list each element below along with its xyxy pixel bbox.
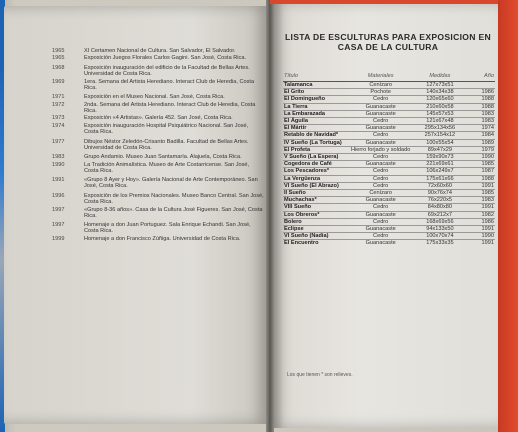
- cell-material: Guanacaste: [350, 125, 412, 132]
- chronology-entry: [52, 193, 264, 206]
- cell-material: Cedro: [350, 96, 412, 103]
- sculpture-list-title: LISTA DE ESCULTURAS PARA EXPOSICION EN CASA DE LA CULTURA: [284, 32, 492, 52]
- table-row: [283, 168, 495, 175]
- cell-year: 1991: [468, 226, 495, 233]
- cell-year: 1979: [468, 146, 495, 153]
- entry-text: Exposición inauguración Hospital Psiquiátrico Nacional. San José, Costa Rica.: [84, 122, 249, 136]
- entry-text: XI Certamen Nacional de Cultura. San Salvador, El Salvador.: [84, 48, 236, 54]
- cell-title: La Tierra: [283, 103, 350, 110]
- entry-text: Exposición «4 Artistas». Galería 452. San José, Costa Rica.: [84, 115, 233, 122]
- chronology-entry: [52, 123, 264, 136]
- chronology-entry: [52, 162, 264, 175]
- entry-year: 1965: [52, 48, 65, 54]
- table-row: [283, 161, 495, 168]
- cell-title: El Grito: [283, 89, 350, 96]
- cell-title: VIII Sueño: [283, 204, 350, 211]
- cell-size: 295x134x56: [412, 125, 468, 132]
- cell-size: 257x154x12: [412, 132, 468, 139]
- entry-text: Exposición en el Museo Nacional. San José, Costa Rica.: [84, 94, 225, 101]
- cell-size: 76x220x5: [412, 197, 468, 204]
- cell-material: Hierro forjado y soldado: [350, 146, 411, 153]
- table-row: [283, 233, 495, 240]
- chronology-entry: [52, 102, 264, 115]
- cell-size: 89x47x29: [412, 146, 468, 153]
- table-row: [283, 110, 495, 117]
- entry-year: 1971: [52, 94, 65, 101]
- cell-title: El Mártir: [283, 125, 350, 132]
- cell-size: 127x73x51: [412, 82, 468, 89]
- chronology-entry: [52, 154, 264, 160]
- table-row: [283, 139, 495, 146]
- cell-size: 159x90x73: [412, 154, 468, 161]
- table-row: [283, 218, 495, 225]
- cell-material: Cedro: [350, 218, 412, 225]
- cell-title: La Vergüenza: [283, 175, 350, 182]
- cell-size: 120x65x60: [412, 96, 468, 103]
- entry-year: 1965: [52, 55, 65, 62]
- table-row: [283, 197, 495, 204]
- cell-title: Talamanca: [283, 82, 350, 89]
- cell-year: 1991: [468, 182, 495, 189]
- cell-title: VI Sueño (El Abrazo): [283, 182, 350, 189]
- cell-title: Eclipse: [283, 226, 350, 233]
- entry-text: Homenaje a don Francisco Zúñiga. Universidad de Costa Rica.: [84, 235, 241, 242]
- entry-text: «Grupo 8 Ayer y Hoy». Galería Nacional de Arte Contemporáneo. San José, Costa Rica.: [84, 177, 258, 190]
- cell-title: El Profeta: [283, 146, 350, 153]
- header-materials: Materiales: [350, 72, 412, 82]
- cell-size: 140x34x38: [412, 89, 468, 96]
- table-row: [283, 226, 495, 233]
- cell-title: Muchachas*: [283, 197, 350, 204]
- cell-title: El Encuentro: [283, 240, 350, 247]
- chronology-entry: [52, 236, 264, 242]
- table-body: [283, 82, 495, 247]
- cell-year: 1983: [468, 197, 495, 204]
- cell-title: El Águila: [283, 118, 350, 125]
- cell-year: 1991: [468, 204, 495, 211]
- cell-material: Cedro: [350, 204, 412, 211]
- header-size: Medidas: [412, 72, 468, 82]
- chronology-entry: [52, 222, 264, 235]
- entry-text: «Grupo 8-36 años». Casa de la Cultura José Figueres. San José, Costa Rica.: [84, 206, 263, 219]
- table-row: [283, 154, 495, 161]
- entry-year: 1999: [52, 235, 65, 242]
- cell-year: 1986: [468, 218, 495, 225]
- header-title: Título: [283, 72, 350, 82]
- cell-title: Cogedora de Café: [283, 161, 350, 168]
- cell-material: Pochote: [350, 89, 412, 96]
- entry-text: Homenaje a don Juan Portuguez. Sala Enrique Echandi. San José, Costa Rica.: [84, 222, 251, 235]
- cell-title: Bolero: [283, 218, 350, 225]
- cell-material: Guanacaste: [350, 240, 412, 247]
- sculpture-table: [283, 72, 495, 247]
- entry-year: 1990: [52, 161, 65, 168]
- cell-title: VI Sueño (Nadia): [283, 233, 350, 240]
- cell-size: 168x69x56: [412, 218, 468, 225]
- cell-size: 90x76x74: [412, 190, 468, 197]
- cell-size: 72x60x60: [412, 182, 468, 189]
- entry-text: Exposición Juegos Florales Carlos Gagini. San José, Costa Rica.: [84, 55, 246, 62]
- table-row: [283, 175, 495, 182]
- entry-year: 1983: [52, 154, 65, 161]
- cell-material: Guanacaste: [350, 103, 412, 110]
- cell-title: La Embarazada: [283, 110, 350, 117]
- cell-year: 1983: [468, 110, 495, 117]
- cell-year: 1986: [468, 89, 495, 96]
- entry-text: Exposición de los Premios Nacionales. Museo Banco Central. San José, Costa Rica.: [84, 192, 264, 206]
- cell-year: [468, 82, 495, 89]
- table-row: [283, 103, 495, 110]
- cell-size: 145x57x53: [412, 110, 468, 117]
- cell-year: 1988: [468, 175, 495, 182]
- cell-year: 1974: [468, 125, 495, 132]
- cell-material: Cedro: [350, 132, 412, 139]
- cell-size: 100x55x54: [412, 139, 468, 146]
- entry-year: 1973: [52, 115, 65, 122]
- chronology-entry: [52, 177, 264, 190]
- cell-year: 1987: [468, 168, 495, 175]
- chronology-entry: [52, 139, 264, 152]
- cell-title: V Sueño (La Espera): [283, 154, 350, 161]
- entry-year: 1972: [52, 101, 65, 108]
- chronology-entry: [52, 94, 264, 100]
- table-row: [283, 204, 495, 211]
- cell-year: 1985: [468, 190, 495, 197]
- cell-year: 1985: [468, 161, 495, 168]
- entry-text: La Tradición Animalística. Museo de Arte Costarricense. San José, Costa Rica.: [84, 161, 250, 174]
- cell-title: Los Obreros*: [283, 211, 350, 218]
- relief-footnote: Los que tienen * son relieves.: [287, 372, 353, 378]
- cell-material: Guanacaste: [350, 211, 412, 218]
- chronology-entry: [52, 79, 264, 92]
- cell-size: 100x70x74: [412, 233, 468, 240]
- entry-year: 1991: [52, 177, 65, 184]
- cell-size: 121x67x48: [412, 118, 468, 125]
- cell-title: IV Sueño (La Tortuga): [283, 139, 350, 146]
- book-spine: [266, 0, 274, 432]
- table-row: [283, 89, 495, 96]
- cell-year: 1991: [468, 240, 495, 247]
- entry-text: 1era. Semana del Artista Herediano. Interact Club de Heredia, Costa Rica.: [84, 78, 255, 91]
- table-row: [283, 118, 495, 125]
- cell-material: Guanacaste: [350, 226, 412, 233]
- cell-size: 69x212x7: [412, 211, 468, 218]
- entry-text: Dibujos Néstor Zeledón-Crisanto Badilla. Facultad de Bellas Artes. Universidad de Costa Rica.: [84, 138, 249, 151]
- entry-text: Grupo Andamio. Museo Juan Santamaría. Alajuela, Costa Rica.: [84, 154, 242, 161]
- entry-year: 1996: [52, 192, 65, 199]
- exhibition-chronology: [52, 48, 264, 243]
- cell-year: 1983: [468, 118, 495, 125]
- cell-material: Cedro: [350, 154, 412, 161]
- cell-year: 1988: [468, 96, 495, 103]
- table-row: [283, 82, 495, 89]
- cell-title: II Sueño: [283, 190, 350, 197]
- cell-material: Cedro: [350, 175, 412, 182]
- cell-year: 1982: [468, 211, 495, 218]
- cell-material: Guanacaste: [350, 139, 412, 146]
- cell-size: 210x60x58: [412, 103, 468, 110]
- table-row: [283, 125, 495, 132]
- cell-material: Cedro: [350, 233, 412, 240]
- entry-year: 1974: [52, 122, 65, 129]
- header-year: Año: [468, 72, 495, 82]
- cell-material: Guanacaste: [350, 161, 412, 168]
- red-background-top: [270, 0, 518, 4]
- entry-year: 1997: [52, 206, 65, 213]
- chronology-entry: [52, 55, 264, 61]
- cell-size: 175x61x66: [412, 175, 468, 182]
- cell-title: Los Pescadores*: [283, 168, 350, 175]
- entry-text: Exposición inauguración del edificio de la Facultad de Bellas Artes. Universidad de Costa Rica.: [84, 64, 250, 78]
- cell-size: 175x33x35: [412, 240, 468, 247]
- entry-year: 1968: [52, 64, 65, 71]
- table-row: [283, 190, 495, 197]
- cell-material: Guanacaste: [350, 197, 412, 204]
- table-header-row: [283, 72, 495, 82]
- table-row: [283, 132, 495, 139]
- cell-year: 1988: [468, 103, 495, 110]
- table-row: [283, 182, 495, 189]
- cell-material: Cenízaro: [350, 190, 412, 197]
- chronology-entry: [52, 115, 264, 121]
- cell-year: 1990: [468, 154, 495, 161]
- cell-material: Cedro: [350, 168, 412, 175]
- cell-title: El Domingueño: [283, 96, 350, 103]
- cell-material: Cenízaro: [350, 82, 412, 89]
- chronology-entry: [52, 65, 264, 78]
- entry-year: 1997: [52, 222, 65, 229]
- cell-size: 94x133x50: [412, 226, 468, 233]
- red-background-right: [498, 0, 518, 432]
- cell-title: Retablo de Navidad*: [283, 132, 350, 139]
- entry-year: 1977: [52, 138, 65, 145]
- chronology-entry: [52, 207, 264, 220]
- cell-material: Guanacaste: [350, 110, 412, 117]
- cell-year: 1989: [468, 139, 495, 146]
- cell-size: 84x80x80: [412, 204, 468, 211]
- table-row: [283, 211, 495, 218]
- entry-year: 1969: [52, 78, 65, 85]
- table-row: [283, 240, 495, 247]
- table-row: [283, 96, 495, 103]
- cell-year: 1990: [468, 233, 495, 240]
- cell-year: 1984: [468, 132, 495, 139]
- entry-text: 2nda. Semana del Artista Herediano. Interact Club de Heredia, Costa Rica.: [84, 101, 256, 114]
- table-row: [283, 146, 495, 153]
- cell-size: 106x249x7: [412, 168, 468, 175]
- chronology-entry: [52, 48, 264, 54]
- cell-material: Cedro: [350, 118, 412, 125]
- cell-size: 221x69x61: [412, 161, 468, 168]
- cell-material: Cedro: [350, 182, 412, 189]
